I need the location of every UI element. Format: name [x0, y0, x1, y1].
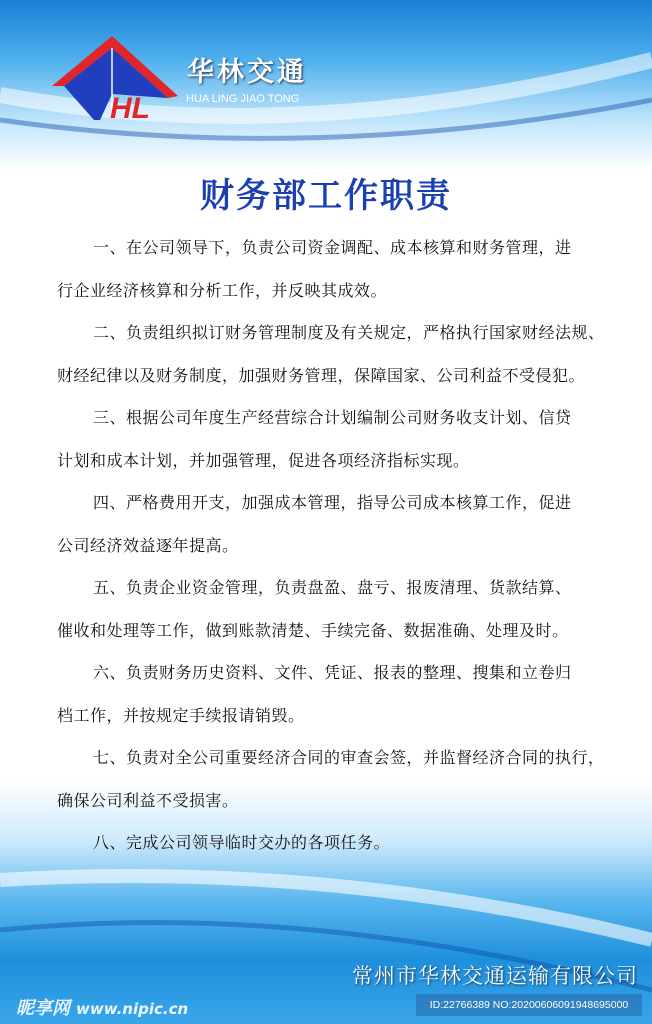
watermark-url: www.nipic.cn: [76, 1000, 189, 1018]
duty-paragraph: [57, 319, 632, 404]
brand-name-english: HUA LING JIAO TONG: [186, 93, 300, 105]
duty-line: 二、负责组织拟订财务管理制度及有关规定，严格执行国家财经法规、: [93, 323, 605, 342]
duty-paragraph: [57, 659, 632, 744]
duty-line: 确保公司利益不受损害。: [57, 790, 239, 810]
duty-line: 行企业经济核算和分析工作，并反映其成效。: [57, 280, 388, 300]
company-logo: [50, 34, 180, 120]
duty-line: 六、负责财务历史资料、文件、凭证、报表的整理、搜集和立卷归: [93, 663, 572, 682]
duty-paragraph: [57, 574, 632, 659]
duty-paragraph: [57, 829, 632, 872]
duty-paragraph: [57, 744, 632, 829]
brand-name: 华林交通: [187, 57, 307, 88]
duty-line: 三、根据公司年度生产经营综合计划编制公司财务收支计划、信贷: [93, 408, 572, 427]
duty-line: 财经纪律以及财务制度，加强财务管理，保障国家、公司利益不受侵犯。: [57, 365, 586, 385]
duty-line: 公司经济效益逐年提高。: [57, 535, 239, 555]
watermark: [16, 994, 188, 1020]
svg-text:HL: HL: [110, 92, 150, 120]
duty-paragraph: [57, 404, 632, 489]
duty-line: 四、严格费用开支，加强成本管理，指导公司成本核算工作，促进: [93, 493, 572, 512]
duty-line: 计划和成本计划，并加强管理，促进各项经济指标实现。: [57, 450, 470, 470]
duty-paragraph: [57, 234, 632, 319]
image-id: ID:22766389 NO:20200606091948695000: [416, 994, 642, 1016]
duty-paragraph: [57, 489, 632, 574]
page-title: 财务部工作职责: [200, 176, 452, 216]
duty-line: 一、在公司领导下，负责公司资金调配、成本核算和财务管理，进: [93, 238, 572, 257]
duty-line: 八、完成公司领导临时交办的各项任务。: [93, 833, 391, 852]
duties-list: [57, 234, 632, 872]
duty-line: 七、负责对全公司重要经济合同的审查会签，并监督经济合同的执行，: [93, 748, 605, 767]
duty-line: 催收和处理等工作，做到账款清楚、手续完备、数据准确、处理及时。: [57, 620, 569, 640]
duty-line: 五、负责企业资金管理，负责盘盈、盘亏、报废清理、货款结算、: [93, 578, 572, 597]
duty-line: 档工作，并按规定手续报请销毁。: [57, 705, 305, 725]
company-name: 常州市华林交通运输有限公司: [352, 964, 638, 988]
watermark-text: 昵享网: [16, 998, 70, 1019]
